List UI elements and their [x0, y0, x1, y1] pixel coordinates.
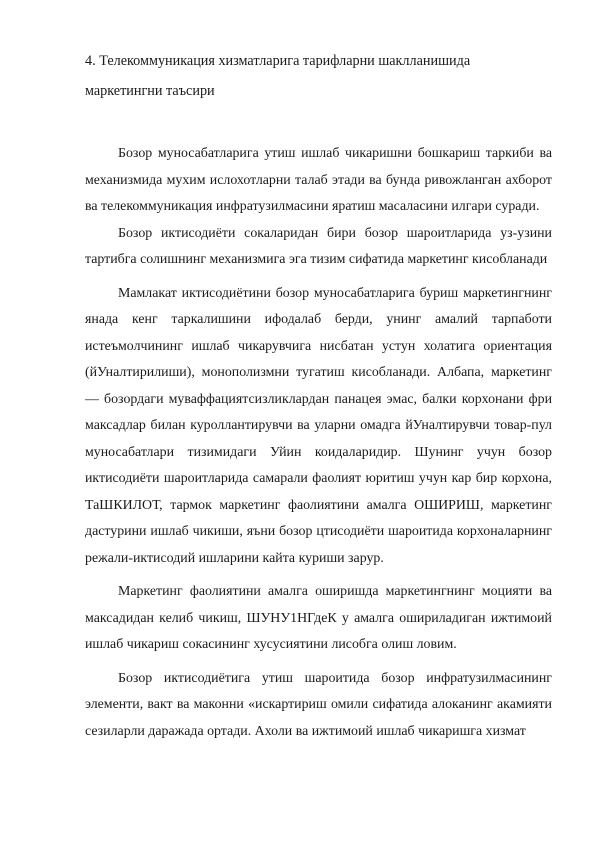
paragraph-3: Мамлакат иктисодиётини бозор муносабатларига буриш маркетингнинг янада кенг таркалишини ифодалаб берди, унинг амалий тарпаботи истеъмолчининг ишлаб чикарувчига нисбатан устун холатига ориентация (йУналтирилиши), монополизмни тугатиш кисобланади. Албапа, маркетинг — бозордаги муваффациятсизликлардан панацея эмас, балки корхонани фри максадлар билан куроллантирувчи ва уларни омадга йУналтирувчи товар-пул муносабатлари тизимидаги Уйин коидаларидир. Шунинг учун бозор иктисодиёти шароитларида самарали фаолият юритиш учун кар бир корхона, ТаШКИЛОТ, тармок маркетинг фаолиятини амалга ОШИРИШ, маркетинг дастурини ишлаб чикиши, яъни бозор цтисодиёти шароитида корхоналарнинг режали-иктисодий ишларини кайта куриши зарур.: [85, 285, 552, 566]
section-heading: [85, 46, 525, 106]
section-heading-line-1: 4. Телекоммуникация хизматларига тарифларни шаклланишида: [85, 53, 471, 69]
paragraph-5: Бозор иктисодиётига утиш шароитида бозор инфратузилмасининг элементи, вакт ва маконни «искартириш омили сифатида алоканинг акамияти сезиларли даражада ортади. Ахоли ва ижтимоий ишлаб чикаришга хизмат: [85, 670, 552, 739]
section-heading-line-2: маркетингни таъсири: [85, 83, 215, 99]
paragraph-1: Бозор муносабатларига утиш ишлаб чикаришни бошкариш таркиби ва механизмида мухим ислохотларни талаб этади ва бунда ривожланган ахборот ва телекоммуникация инфратузилмасини яратиш масаласини илгари суради.: [85, 146, 552, 214]
body-text: [85, 141, 552, 745]
paragraph-4: Маркетинг фаолиятини амалга оширишда маркетингнинг моцияти ва максадидан келиб чикиш, ШУНУ1НГдеК у амалга ошириладиган ижтимоий ишлаб чикариш сокасининг хусусиятини лисобга олиш ловим.: [85, 584, 552, 652]
paragraph-2: Бозор иктисодиёти сокаларидан бири бозор шароитларида уз-узини тартибга солишнинг механизмига эга тизим сифатида маркетинг кисобланади: [85, 225, 552, 267]
